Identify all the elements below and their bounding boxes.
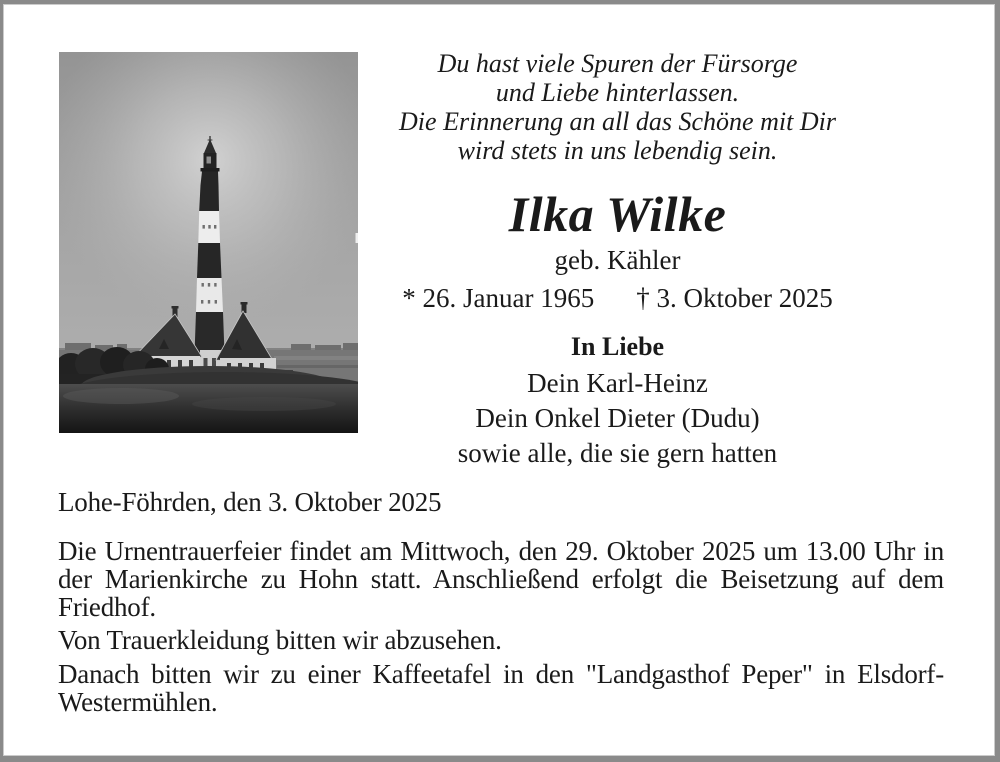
verse-line: Die Erinnerung an all das Schöne mit Dir <box>399 107 836 136</box>
verse-line: und Liebe hinterlassen. <box>495 78 740 107</box>
funeral-details <box>58 488 944 716</box>
verse-line: wird stets in uns lebendig sein. <box>457 136 778 165</box>
memorial-photo <box>59 52 358 433</box>
funeral-service-info: Die Urnentrauerfeier findet am Mittwoch, den 29. Oktober 2025 um 13.00 Uhr in der Marienkirche zu Hohn statt. Anschließend erfolgt die Beisetzung auf dem Friedhof. <box>58 536 944 622</box>
foreground-field <box>59 366 358 433</box>
dress-code-note: Von Trauerkleidung bitten wir abzusehen. <box>58 625 502 655</box>
place-and-date: Lohe-Föhrden, den 3. Oktober 2025 <box>58 487 442 517</box>
obituary-sheet <box>4 5 994 755</box>
mourner-name: sowie alle, die sie gern hatten <box>457 438 778 468</box>
condolence-verse <box>375 49 860 165</box>
deceased-name: Ilka Wilke <box>508 186 727 242</box>
lighthouse-photo-graphic <box>59 52 358 433</box>
verse-line: Du hast viele Spuren der Fürsorge <box>437 49 798 78</box>
life-dates <box>375 283 860 313</box>
farewell-heading: In Liebe <box>570 332 665 361</box>
lantern-gallery <box>201 168 220 172</box>
photo-edge-notch <box>356 233 359 243</box>
reception-invitation: Danach bitten wir zu einer Kaffeetafel in den "Landgasthof Peper" in Elsdorf-Westermühlen. <box>58 659 944 717</box>
mourner-name: Dein Onkel Dieter (Dudu) <box>475 403 760 433</box>
birth-date: * 26. Januar 1965 <box>402 283 595 313</box>
announcement-header <box>375 49 860 471</box>
mourners-list <box>375 366 860 471</box>
death-date: † 3. Oktober 2025 <box>636 283 833 313</box>
mourner-name: Dein Karl-Heinz <box>527 368 708 398</box>
maiden-name: geb. Kähler <box>554 245 681 275</box>
